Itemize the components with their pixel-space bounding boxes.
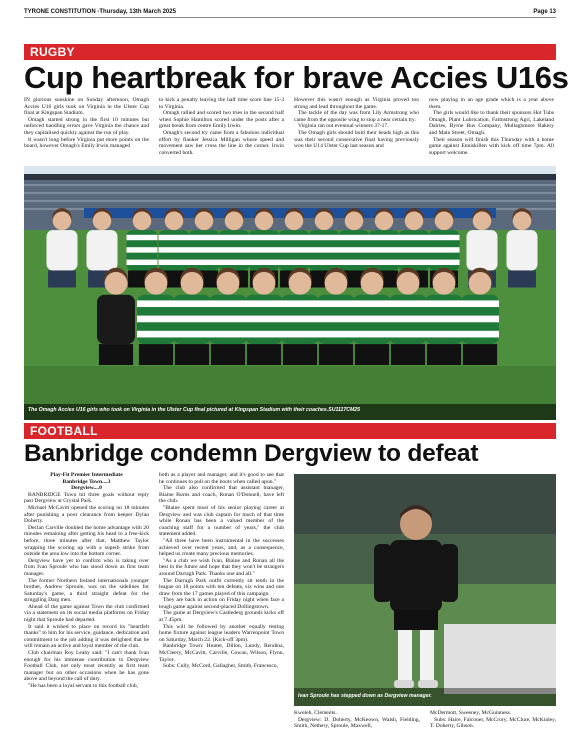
article-paragraph: Dergview: D. Doherty, McKeown, Walsh, Fielding, Smith, Nethery, Sproule, Maxwell, bbox=[294, 716, 420, 730]
article-paragraph: "Blaine spent most of his senior playing career at Dergview and was club captain for much of that time while Ronan has been a valued member of the coaching staff for a number of years," the club statement added. bbox=[159, 504, 284, 538]
rugby-column-3 bbox=[294, 97, 419, 163]
article-paragraph: "He has been a loyal servant to this football club, bbox=[28, 683, 139, 689]
article-paragraph: BANBRIDGE Town hit three goals without reply past Dergview at Crystal Park. bbox=[24, 491, 149, 505]
article-paragraph: Michael McCavitt opened the scoring on 18 minutes after punishing a poor clearance from keeper Dylan Doherty. bbox=[24, 504, 149, 525]
article-paragraph: The Darragh Park outfit currently sit tenth in the league on 18 points with ten defeats, six wins and one draw from the 17 games played of this campaign. bbox=[159, 577, 284, 597]
article-paragraph: Dergview....0 bbox=[71, 485, 102, 492]
football-manager-photo bbox=[294, 474, 556, 706]
article-paragraph: Omagh started strong in the first 10 minutes but unforced handling errors gave Virginia the chance and they capitalised quickly against the run of play. bbox=[24, 116, 149, 136]
page-number: Page 13 bbox=[533, 8, 556, 15]
team-photo-illustration bbox=[24, 166, 556, 420]
article-paragraph: IN glorious sunshine on Sunday afternoon, Omagh Accies U16 girls took on Virginia in the Ulster Cup final at Kingspan Stadium. bbox=[24, 97, 149, 117]
article-paragraph: They are back in action on Friday night when face a tough game against second-placed Dollingstown. bbox=[159, 597, 284, 610]
article-paragraph: Virginia ran out eventual winners 37-17. bbox=[298, 123, 389, 130]
rugby-section-tag: RUGBY bbox=[24, 44, 556, 60]
article-paragraph: Declan Carville doubled the home advantage with 20 minutes remaining after getting his head to a free-kick before, three minutes after that, Matthew Taylor wrapping the scoring up with a superb strike from outside the area low into the bottom corner. bbox=[24, 524, 149, 558]
article-paragraph: Banbridge Town....3 bbox=[62, 478, 111, 485]
masthead-title: TYRONE CONSTITUTION -Thursday, 13th March 2025 bbox=[24, 8, 176, 15]
article-paragraph: It wasn't long before Virginia put more points on the board, however Omagh's Emily Irwin managed bbox=[24, 136, 149, 150]
article-paragraph: This will be followed by another equally testing home fixture against league leaders Warrenpoint Town on Saturday, March 22. (Kick-off 3pm). bbox=[159, 623, 284, 643]
manager-photo-illustration bbox=[294, 474, 556, 706]
article-paragraph: Club chairman Roy Leahy said: "I can't thank Ivan enough for his immense contribution to Dergview Football Club, not only most recently as first team manager but on other occasions when he has gone above and beyond the call of duty. bbox=[24, 650, 149, 683]
article-paragraph: The Omagh girls should hold their heads high as this was their second consecutive final having previously won the U14 Ulster Cup last season and bbox=[294, 129, 419, 150]
rugby-headline: Cup heartbreak for brave Accies U16s bbox=[24, 60, 569, 95]
rugby-column-1 bbox=[24, 97, 149, 163]
article-paragraph: Dergview have yet to confirm who is taking over from Ivan Sproule who has stood down as first team manager. bbox=[24, 557, 149, 577]
football-headline: Banbridge condemn Dergview to defeat bbox=[24, 440, 479, 467]
page-masthead bbox=[24, 6, 556, 18]
article-paragraph: The former Northern Ireland internationals younger brother, Andrew Sproule, was on the sidelines for Saturday's game, a third straight defeat for the struggling Darg men. bbox=[24, 577, 149, 604]
rugby-column-2 bbox=[159, 97, 284, 163]
article-paragraph: "All three have been instrumental in the successes achieved over recent years, and, as a consequence, helped us create many precious memories. bbox=[159, 537, 284, 558]
article-paragraph: The tackle of the day was from Lily Armstrong who came from the opposite wing to stop a near certain try. bbox=[294, 110, 419, 123]
rugby-article-body bbox=[24, 97, 554, 163]
article-paragraph: both as a player and manager, and it's good to see that he continues to pull on the boots when called upon." bbox=[159, 472, 284, 485]
article-paragraph: The game at Dergview's Castlederg grounds kicks off at 7.45pm. bbox=[159, 610, 284, 624]
article-paragraph: now playing in an age grade which is a year above them. bbox=[429, 97, 554, 110]
article-paragraph: It said it wished to place on record its "heartfelt thanks" to him for his service, guidance, dedication and commitment to the job adding it was delighted that he will remain an active and loyal member of the club. bbox=[24, 623, 149, 650]
football-lineups bbox=[294, 710, 556, 734]
article-paragraph: Their season will finish this Thursday with a home game against Enniskillen with kick off time 7pm. All support welcome. bbox=[429, 136, 554, 156]
article-paragraph: The girls would like to thank their sponsors Hot Tubs Omagh, Plant Lubrication, Farmstrong Agri, Lakeland Dairies, Byrne Bus Company, Mullaghmore Bakery and Main Street, Omagh. bbox=[429, 110, 554, 136]
football-photo-caption: Ivan Sproule has stepped down as Dergview manager. bbox=[298, 693, 432, 699]
article-paragraph: to kick a penalty leaving the half time score line 15-3 to Virginia. bbox=[159, 97, 284, 110]
article-paragraph: Omagh's second try came from a fabulous individual effort by flanker Jessica Milligan whose speed and movement saw her cross the line in the corner. Irwin converted both. bbox=[159, 129, 284, 156]
football-article-body bbox=[24, 472, 284, 706]
article-paragraph: Subs: Cully, McCord, Gallagher, Smith, Francesco, bbox=[163, 663, 279, 670]
article-paragraph: Subs: Haire, Falconer, McCrory, McClure, McKinley, T. Doherty, Gibson. bbox=[430, 716, 556, 730]
lineup-column-1 bbox=[294, 710, 420, 734]
rugby-team-photo bbox=[24, 166, 556, 420]
rugby-column-4 bbox=[429, 97, 554, 163]
football-section-tag: FOOTBALL bbox=[24, 423, 556, 439]
article-paragraph: Omagh rallied and scored two tries in the second half when Sophie Hamilton scored under the posts after a great break from centre Emily Irwin. bbox=[159, 110, 284, 130]
article-paragraph: Banbridge Town: Hunter, Dillon, Lundy, Rendina, McCleery, McCavitt, Carville, Cowan, Wilson, Flynn, Taylor. bbox=[159, 643, 284, 663]
article-paragraph: However this wasn't enough as Virginia proved too strong and lead throughout the game. bbox=[294, 97, 419, 110]
football-column-2 bbox=[159, 472, 284, 706]
article-paragraph: "As a club we wish Ivan, Blaine and Ronan all the best in the future and hope that they won't be strangers around Darragh Park. Thanks one and all." bbox=[159, 557, 284, 577]
rugby-photo-caption: The Omagh Accies U16 girls who took on Virginia in the Ulster Cup final pictured at Kingspan Stadium with their coaches.SU1117CM25 bbox=[28, 407, 361, 413]
lineup-column-2 bbox=[430, 710, 556, 734]
football-column-1 bbox=[24, 472, 149, 706]
article-paragraph: McDermott, Sweeney, McGuinness. bbox=[430, 710, 512, 716]
article-paragraph: Kweleh, Clements. bbox=[294, 710, 337, 716]
article-paragraph: Play-Fit Premier Intermediate bbox=[50, 472, 123, 478]
article-paragraph: Ahead of the game against Town the club confirmed via a statement on its social media platforms on Friday night that Sproule had departed. bbox=[24, 603, 149, 624]
article-paragraph: The club also confirmed that assistant manager, Blaine Burns and coach, Ronan O'Donnell, have left the club. bbox=[159, 485, 284, 505]
